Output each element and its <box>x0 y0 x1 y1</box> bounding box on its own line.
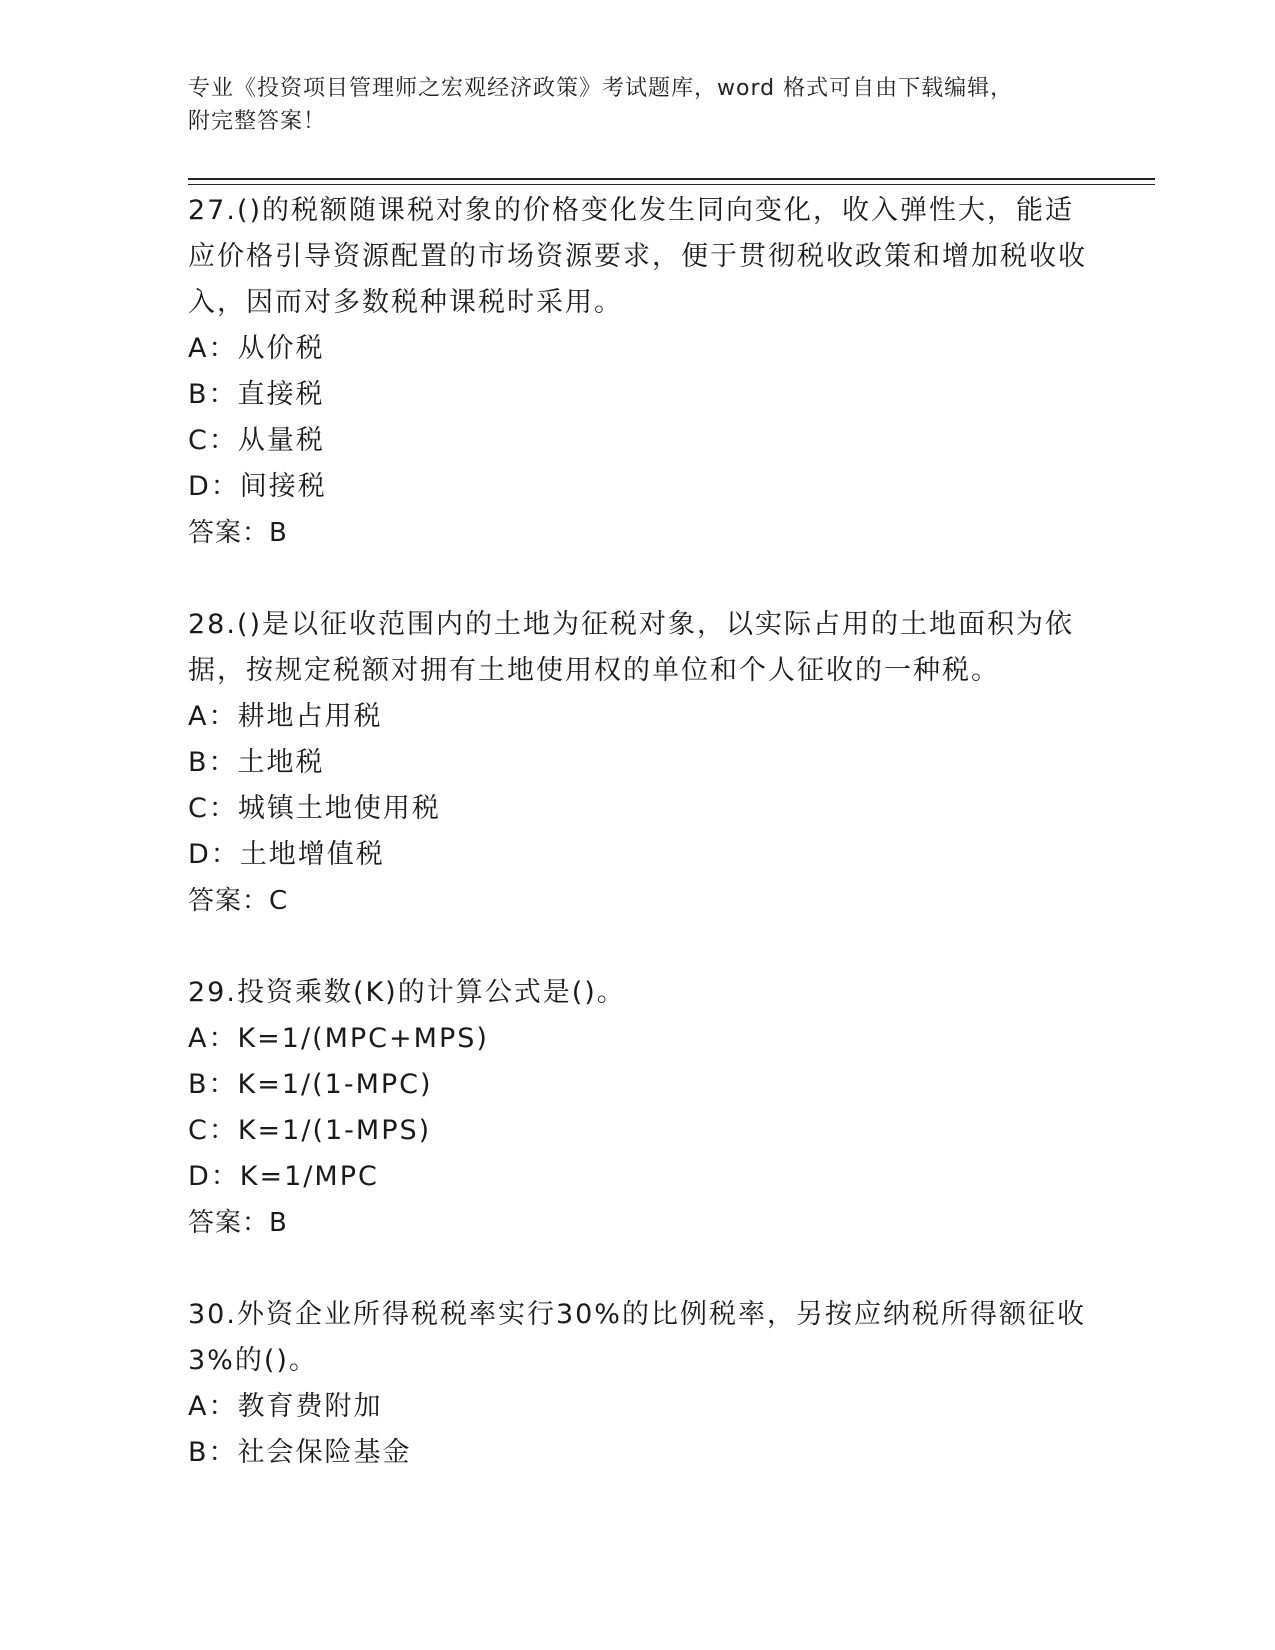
option-c: C：K=1/(1-MPS) <box>188 1115 432 1146</box>
option-a: A：教育费附加 <box>188 1391 383 1422</box>
option-b: B：K=1/(1-MPC) <box>188 1069 433 1100</box>
option-d: D：土地增值税 <box>188 839 385 870</box>
option-a: A：耕地占用税 <box>188 701 383 732</box>
option-d: D：K=1/MPC <box>188 1161 379 1192</box>
option-d: D：间接税 <box>188 471 327 502</box>
option-c: C：从量税 <box>188 425 325 456</box>
option-b: B：土地税 <box>188 747 325 778</box>
question-stem: 28.()是以征收范围内的土地为征税对象，以实际占用的土地面积为依据，按规定税额对拥有土地使用权的单位和个人征收的一种税。 <box>188 609 1075 686</box>
question-29 <box>188 970 1088 1246</box>
option-a: A：从价税 <box>188 333 325 364</box>
question-stem: 27.()的税额随课税对象的价格变化发生同向变化，收入弹性大，能适应价格引导资源配置的市场资源要求，便于贯彻税收政策和增加税收收入，因而对多数税种课税时采用。 <box>188 195 1087 318</box>
answer-label: 答案：C <box>188 886 289 916</box>
question-30 <box>188 1292 1088 1476</box>
answer-label: 答案：B <box>188 518 288 548</box>
answer-label: 答案：B <box>188 1208 288 1238</box>
option-b: B：直接税 <box>188 379 325 410</box>
question-list <box>188 188 1088 1522</box>
header-line-1: 专业《投资项目管理师之宏观经济政策》考试题库，word 格式可自由下载编辑， <box>188 76 1014 101</box>
option-a: A：K=1/(MPC+MPS) <box>188 1023 489 1054</box>
header-divider-thin <box>188 184 1155 185</box>
question-stem: 30.外资企业所得税税率实行30%的比例税率，另按应纳税所得额征收3%的()。 <box>188 1299 1086 1376</box>
question-stem: 29.投资乘数(K)的计算公式是()。 <box>188 977 626 1008</box>
document-header <box>188 72 1088 138</box>
header-divider-thick <box>188 178 1155 180</box>
question-27 <box>188 188 1088 556</box>
option-c: C：城镇土地使用税 <box>188 793 441 824</box>
question-28 <box>188 602 1088 924</box>
header-line-2: 附完整答案！ <box>188 109 327 134</box>
option-b: B：社会保险基金 <box>188 1437 412 1468</box>
